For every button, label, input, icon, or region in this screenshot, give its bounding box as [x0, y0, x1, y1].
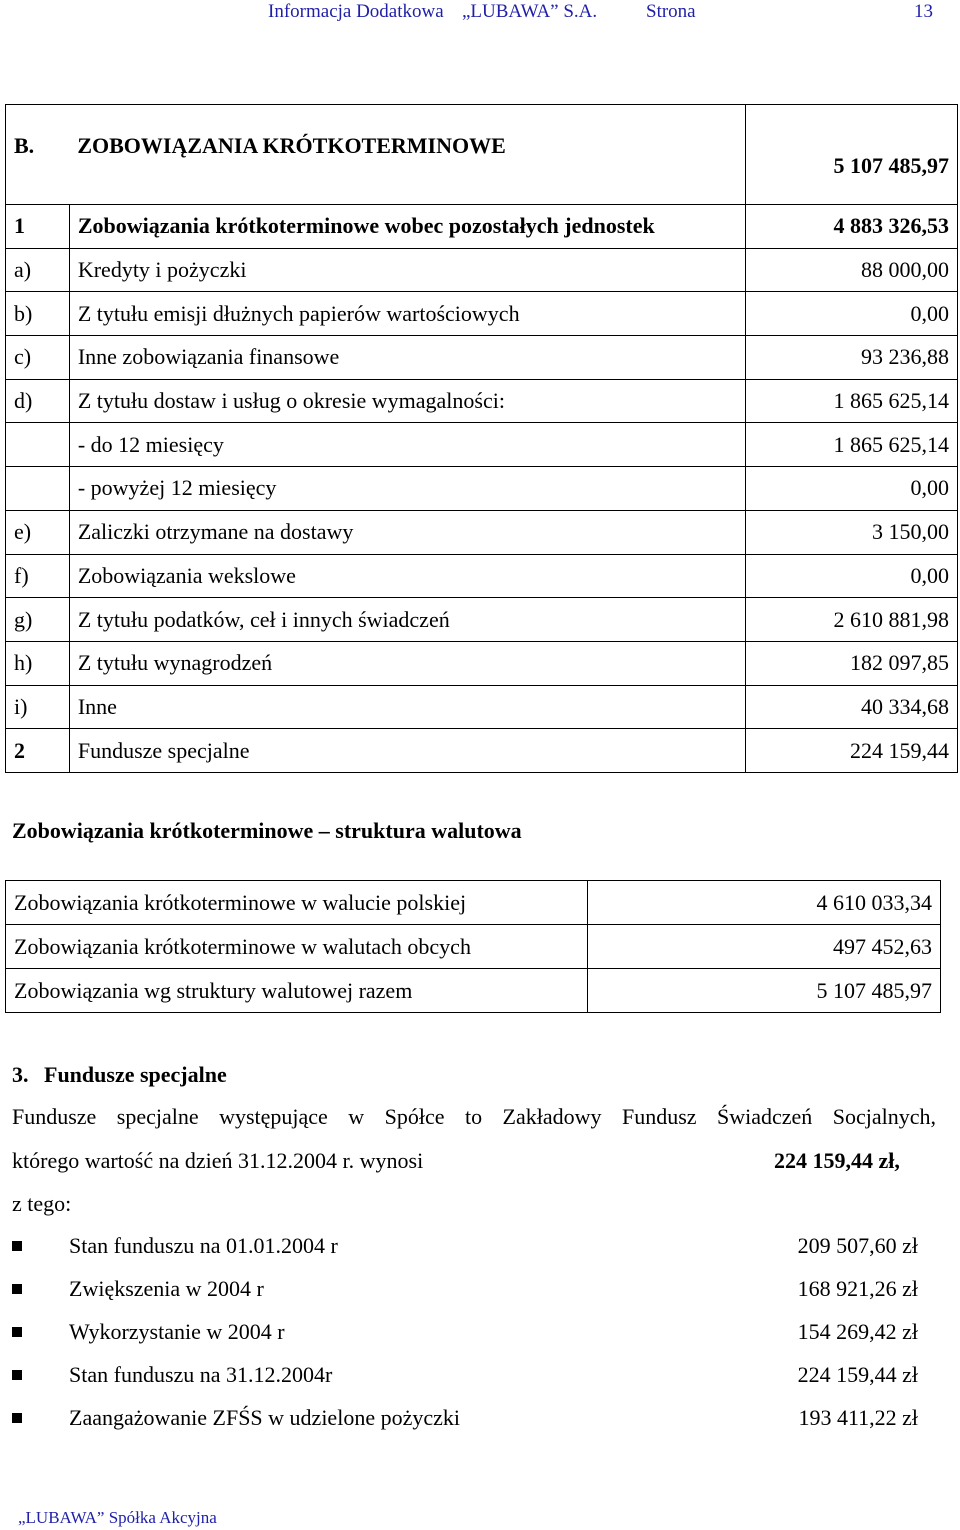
square-bullet-icon [12, 1327, 22, 1337]
page-header [0, 0, 960, 26]
table-row [6, 423, 958, 467]
row-label: Zaliczki otrzymane na dostawy [69, 510, 746, 554]
list-item [12, 1319, 934, 1349]
table-row [6, 969, 941, 1013]
section-3-paragraph-line2: którego wartość na dzień 31.12.2004 r. wynosi [12, 1148, 424, 1173]
list-item-label: Stan funduszu na 01.01.2004 r [69, 1233, 338, 1258]
list-item-label: Zwiększenia w 2004 r [69, 1276, 264, 1301]
table-row [6, 925, 941, 969]
row-id: c) [6, 336, 70, 380]
header-page-label: Strona [646, 1, 696, 22]
square-bullet-icon [12, 1241, 22, 1251]
currency-row-value: 5 107 485,97 [587, 969, 940, 1013]
list-item-label: Stan funduszu na 31.12.2004r [69, 1362, 333, 1387]
row-value: 93 236,88 [746, 336, 958, 380]
row-label: Z tytułu dostaw i usług o okresie wymagalności: [69, 379, 746, 423]
list-item-value: 224 159,44 zł [797, 1362, 918, 1387]
list-item [12, 1405, 934, 1435]
row-value: 182 097,85 [746, 641, 958, 685]
header-title: Informacja Dodatkowa [268, 1, 444, 22]
row-value: 224 159,44 [746, 729, 958, 773]
row-id: h) [6, 641, 70, 685]
list-item-value: 209 507,60 zł [797, 1233, 918, 1258]
row-id [6, 423, 70, 467]
row-value: 0,00 [746, 467, 958, 511]
row-id: f) [6, 554, 70, 598]
currency-row-value: 497 452,63 [587, 925, 940, 969]
table-row [6, 598, 958, 642]
list-item [12, 1276, 934, 1306]
row-label: Z tytułu wynagrodzeń [69, 641, 746, 685]
row-id [6, 467, 70, 511]
currency-row-label: Zobowiązania krótkoterminowe w walutach obcych [6, 925, 588, 969]
row-label: Z tytułu podatków, ceł i innych świadczeń [69, 598, 746, 642]
currency-row-value: 4 610 033,34 [587, 881, 940, 925]
row-id: d) [6, 379, 70, 423]
row-id: b) [6, 292, 70, 336]
section-3-title: Fundusze specjalne [44, 1062, 227, 1087]
section-3-heading [12, 1062, 227, 1088]
section-title: ZOBOWIĄZANIA KRÓTKOTERMINOWE [69, 105, 746, 205]
row-label: Zobowiązania krótkoterminowe wobec pozostałych jednostek [69, 205, 746, 249]
page-footer: „LUBAWA” Spółka Akcyjna [18, 1508, 217, 1527]
row-label: Z tytułu emisji dłużnych papierów wartościowych [69, 292, 746, 336]
currency-structure-heading: Zobowiązania krótkoterminowe – struktura walutowa [12, 818, 522, 843]
currency-structure-table [5, 880, 941, 1013]
table-row [6, 729, 958, 773]
list-item-label: Zaangażowanie ZFŚS w udzielone pożyczki [69, 1405, 460, 1430]
row-id: 1 [6, 205, 70, 249]
table-row [6, 467, 958, 511]
row-label: Zobowiązania wekslowe [69, 554, 746, 598]
row-label: Fundusze specjalne [69, 729, 746, 773]
currency-row-label: Zobowiązania wg struktury walutowej razem [6, 969, 588, 1013]
header-page-number: 13 [914, 1, 933, 22]
table-row [6, 292, 958, 336]
currency-row-label: Zobowiązania krótkoterminowe w walucie polskiej [6, 881, 588, 925]
table-row [6, 510, 958, 554]
row-id: g) [6, 598, 70, 642]
list-item [12, 1362, 934, 1392]
row-value: 4 883 326,53 [746, 205, 958, 249]
row-label: Inne zobowiązania finansowe [69, 336, 746, 380]
table-row [6, 685, 958, 729]
row-id: a) [6, 248, 70, 292]
table-row [6, 881, 941, 925]
row-value: 0,00 [746, 554, 958, 598]
row-label: - do 12 miesięcy [69, 423, 746, 467]
square-bullet-icon [12, 1284, 22, 1294]
row-value: 2 610 881,98 [746, 598, 958, 642]
table-row [6, 248, 958, 292]
section-3-z-tego: z tego: [12, 1191, 72, 1216]
section-3-number: 3. [12, 1062, 29, 1087]
row-id: e) [6, 510, 70, 554]
section-3-paragraph-line1: Fundusze specjalne występujące w Spółce to Zakładowy Fundusz Świadczeń Socjalnych, [12, 1104, 936, 1129]
row-label: Inne [69, 685, 746, 729]
table-row [6, 336, 958, 380]
list-item-value: 154 269,42 zł [797, 1319, 918, 1344]
row-id: 2 [6, 729, 70, 773]
row-value: 0,00 [746, 292, 958, 336]
section-3-paragraph-value: 224 159,44 zł, [774, 1148, 900, 1173]
list-item-value: 168 921,26 zł [797, 1276, 918, 1301]
table-row [6, 379, 958, 423]
row-value: 3 150,00 [746, 510, 958, 554]
row-label: Kredyty i pożyczki [69, 248, 746, 292]
row-value: 1 865 625,14 [746, 379, 958, 423]
row-id: i) [6, 685, 70, 729]
row-label: - powyżej 12 miesięcy [69, 467, 746, 511]
row-value: 1 865 625,14 [746, 423, 958, 467]
table-row [6, 205, 958, 249]
square-bullet-icon [12, 1370, 22, 1380]
square-bullet-icon [12, 1413, 22, 1423]
row-value: 88 000,00 [746, 248, 958, 292]
list-item-label: Wykorzystanie w 2004 r [69, 1319, 285, 1344]
section-letter: B. [6, 105, 70, 205]
table-row [6, 641, 958, 685]
list-item-value: 193 411,22 zł [798, 1405, 918, 1430]
short-term-liabilities-table [5, 104, 958, 773]
section-total: 5 107 485,97 [746, 105, 958, 205]
table-header-row [6, 105, 958, 205]
row-value: 40 334,68 [746, 685, 958, 729]
table-row [6, 554, 958, 598]
list-item [12, 1233, 934, 1263]
header-company: „LUBAWA” S.A. [462, 1, 598, 22]
